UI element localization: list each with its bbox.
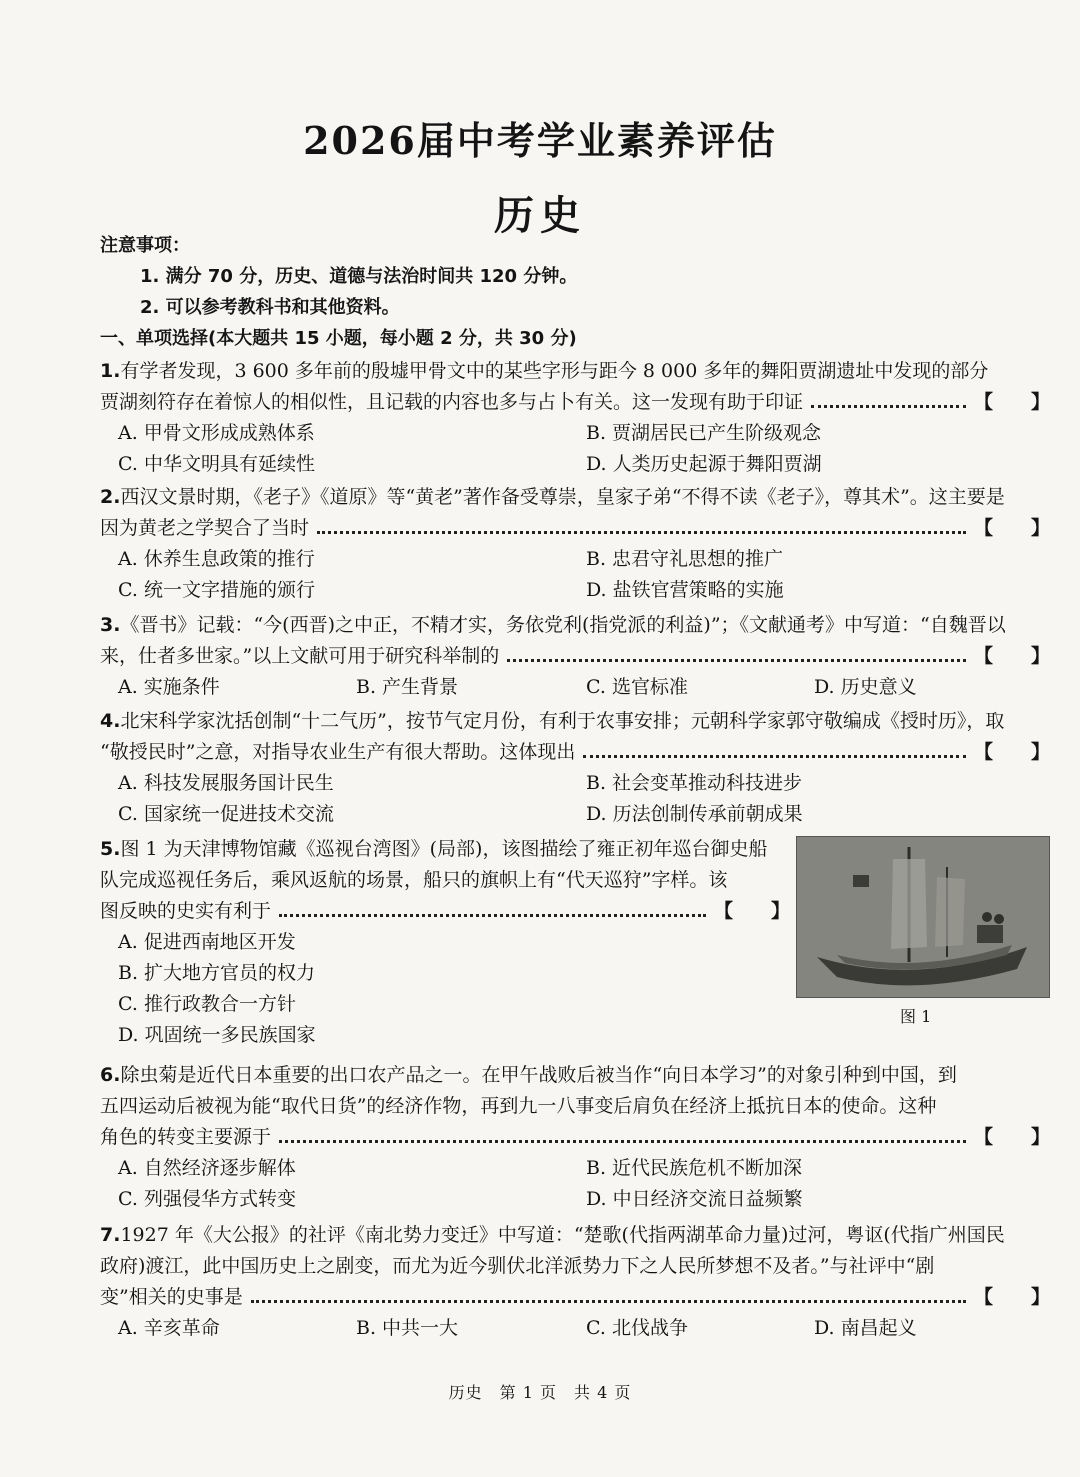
question-3 [100, 610, 1050, 703]
question-number: 6. [100, 1064, 121, 1086]
question-number: 2. [100, 486, 121, 508]
question-stem: 变”相关的史事是 [100, 1286, 243, 1308]
option-b: B. 近代民族危机不断加深 [586, 1157, 803, 1179]
answer-bracket: 【 】 [713, 900, 790, 922]
dot-leader [811, 405, 966, 408]
option-c: C. 统一文字措施的颁行 [118, 579, 315, 601]
question-number: 3. [100, 614, 121, 636]
question-stem: 因为黄老之学契合了当时 [100, 517, 310, 539]
option-c: C. 中华文明具有延续性 [118, 453, 315, 475]
answer-bracket: 【 】 [973, 645, 1050, 667]
option-d: D. 历史意义 [814, 676, 917, 698]
ship-illustration [797, 837, 1049, 997]
option-b: B. 产生背景 [356, 676, 459, 698]
question-stem: 《晋书》记载：“今(西晋)之中正，不精才实，务依党利(指党派的利益)”；《文献通考》中写道：“自魏晋以 [120, 614, 1006, 636]
answer-bracket: 【 】 [973, 517, 1050, 539]
option-b: B. 社会变革推动科技进步 [586, 772, 803, 794]
question-stem: 贾湖刻符存在着惊人的相似性，且记载的内容也多与占卜有关。这一发现有助于印证 [100, 391, 804, 413]
option-b: B. 贾湖居民已产生阶级观念 [586, 422, 822, 444]
question-stem: 图反映的史实有利于 [100, 900, 272, 922]
answer-bracket: 【 】 [973, 741, 1050, 763]
question-stem: 有学者发现，3 600 多年前的殷墟甲骨文中的某些字形与距今 8 000 多年的舞阳贾湖遗址中发现的部分 [120, 360, 989, 382]
notice-heading: 注意事项： [100, 235, 190, 256]
subject-title: 历史 [494, 192, 586, 239]
notice-item: 1. 满分 70 分，历史、道德与法治时间共 120 分钟。 [140, 266, 578, 287]
option-b: B. 忠君守礼思想的推广 [586, 548, 784, 570]
question-7 [100, 1220, 1050, 1344]
dot-leader [583, 755, 966, 758]
exam-title: 2026届中考学业素养评估 [303, 118, 777, 163]
option-b: B. 扩大地方官员的权力 [118, 962, 316, 984]
option-a: A. 辛亥革命 [118, 1317, 220, 1339]
question-stem: 图 1 为天津博物馆藏《巡视台湾图》(局部)，该图描绘了雍正初年巡台御史船 [120, 838, 768, 860]
option-a: A. 甲骨文形成成熟体系 [118, 422, 315, 444]
page-footer: 历史 第 1 页 共 4 页 [448, 1383, 632, 1402]
option-c: C. 推行政教合一方针 [118, 993, 296, 1015]
question-stem: 队完成巡视任务后，乘风返航的场景，船只的旗帜上有“代天巡狩”字样。该 [100, 869, 728, 891]
question-number: 1. [100, 360, 121, 382]
question-stem: 角色的转变主要源于 [100, 1126, 272, 1148]
dot-leader [251, 1300, 966, 1303]
section-heading: 一、单项选择(本大题共 15 小题，每小题 2 分，共 30 分) [100, 328, 577, 349]
option-d: D. 南昌起义 [814, 1317, 917, 1339]
figure-1-ship-painting [796, 836, 1050, 998]
question-stem: 1927 年《大公报》的社评《南北势力变迁》中写道：“楚歌(代指两湖革命力量)过河，粤讴(代指广州国民 [120, 1224, 1005, 1246]
option-a: A. 科技发展服务国计民生 [118, 772, 334, 794]
option-c: C. 列强侵华方式转变 [118, 1188, 296, 1210]
answer-bracket: 【 】 [973, 1286, 1050, 1308]
option-b: B. 中共一大 [356, 1317, 459, 1339]
question-stem: 来，仕者多世家。”以上文献可用于研究科举制的 [100, 645, 500, 667]
dot-leader [279, 1140, 966, 1143]
dot-leader [279, 914, 706, 917]
answer-bracket: 【 】 [973, 391, 1050, 413]
figure-caption: 图 1 [900, 1007, 932, 1026]
question-stem: 北宋科学家沈括创制“十二气历”，按节气定月份，有利于农事安排；元朝科学家郭守敬编成《授时历》，取 [120, 710, 1005, 732]
question-number: 7. [100, 1224, 121, 1246]
notice-item: 2. 可以参考教科书和其他资料。 [140, 297, 400, 318]
option-d: D. 巩固统一多民族国家 [118, 1024, 316, 1046]
question-stem: 政府)渡江，此中国历史上之剧变，而尤为近今驯伏北洋派势力下之人民所梦想不及者。”与社评中“剧 [100, 1255, 935, 1277]
option-d: D. 历法创制传承前朝成果 [586, 803, 803, 825]
question-stem: 西汉文景时期，《老子》《道原》等“黄老”著作备受尊崇，皇家子弟“不得不读《老子》，尊其术”。这主要是 [120, 486, 1005, 508]
answer-bracket: 【 】 [973, 1126, 1050, 1148]
option-c: C. 国家统一促进技术交流 [118, 803, 334, 825]
option-a: A. 休养生息政策的推行 [118, 548, 315, 570]
option-d: D. 人类历史起源于舞阳贾湖 [586, 453, 822, 475]
question-number: 4. [100, 710, 121, 732]
question-4 [100, 706, 1050, 830]
question-number: 5. [100, 838, 121, 860]
question-stem: 除虫菊是近代日本重要的出口农产品之一。在甲午战败后被当作“向日本学习”的对象引种到中国，到 [120, 1064, 957, 1086]
option-c: C. 选官标准 [586, 676, 688, 698]
question-5 [100, 834, 790, 1051]
option-a: A. 促进西南地区开发 [118, 931, 296, 953]
dot-leader [507, 659, 966, 662]
question-1 [100, 356, 1050, 480]
option-c: C. 北伐战争 [586, 1317, 688, 1339]
option-a: A. 自然经济逐步解体 [118, 1157, 296, 1179]
question-stem: “敬授民时”之意，对指导农业生产有很大帮助。这体现出 [100, 741, 576, 763]
option-d: D. 中日经济交流日益频繁 [586, 1188, 803, 1210]
option-a: A. 实施条件 [118, 676, 220, 698]
option-d: D. 盐铁官营策略的实施 [586, 579, 784, 601]
question-6 [100, 1060, 1050, 1215]
question-2 [100, 482, 1050, 606]
question-stem: 五四运动后被视为能“取代日货”的经济作物，再到九一八事变后肩负在经济上抵抗日本的使命。这种 [100, 1095, 937, 1117]
dot-leader [317, 531, 966, 534]
